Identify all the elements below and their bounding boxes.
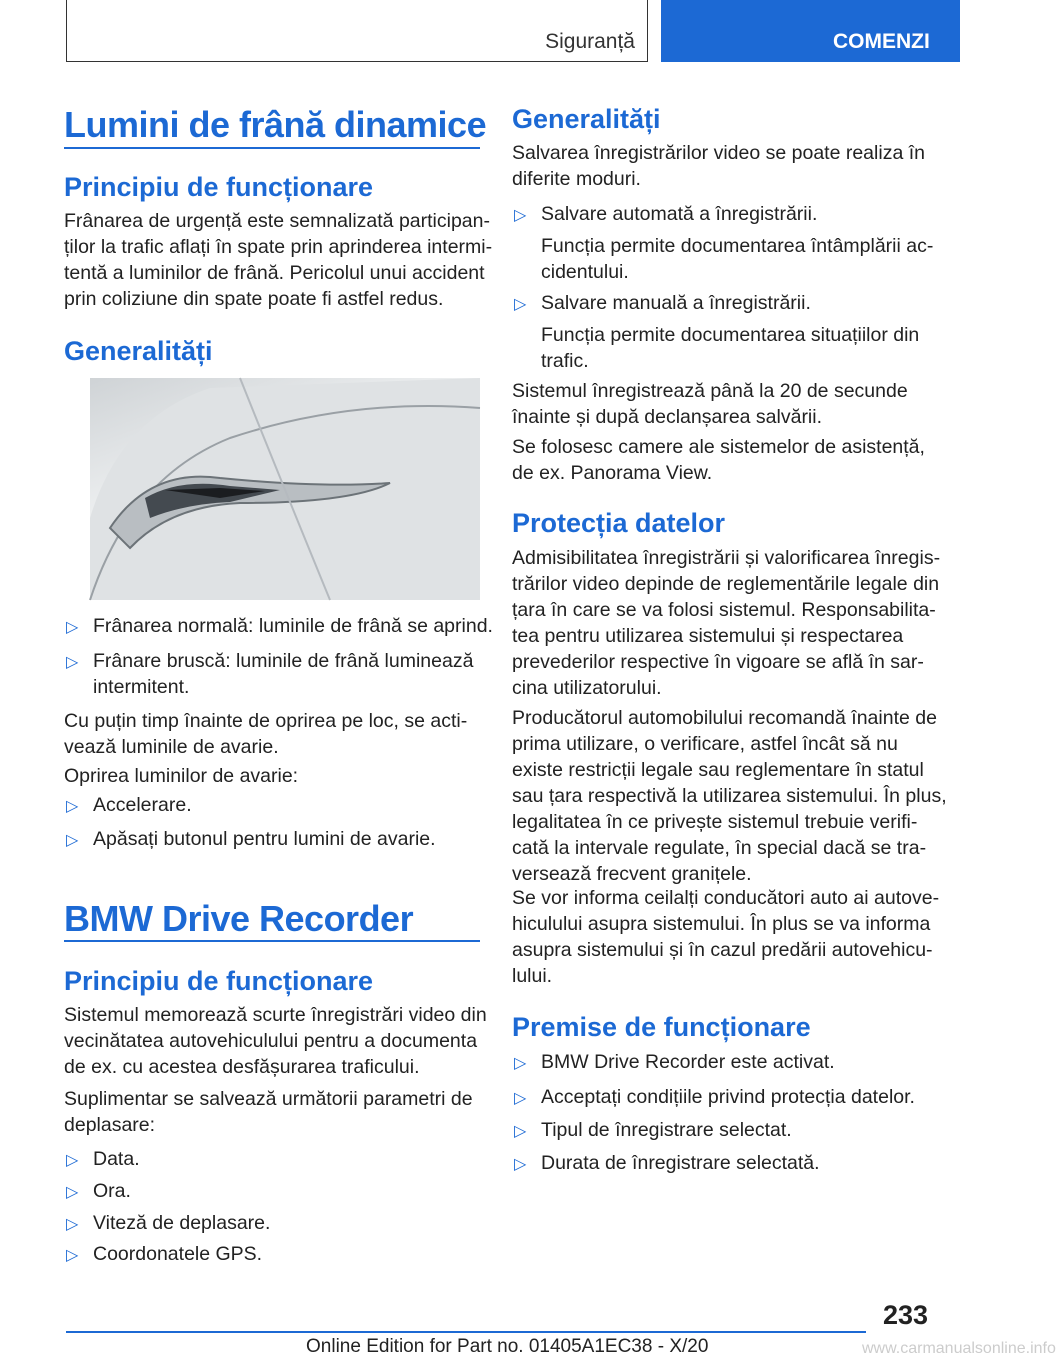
list-item: Frânarea normală: luminile de frână se aprind. [93, 615, 493, 637]
list-item: Data. [93, 1148, 140, 1170]
paragraph-hazard-off: Oprirea luminilor de avarie: [64, 765, 299, 787]
paragraph-duration: Sistemul înregistrează până la 20 de secunde înainte și după declanșarea salvării. [512, 380, 908, 428]
paragraph-hazard: Cu puțin timp înainte de oprirea pe loc, se acti- vează luminile de avarie. [64, 710, 468, 758]
list-item: Ora. [93, 1180, 131, 1202]
header-chapter-label: COMENZI [833, 30, 930, 53]
list-item: Salvare manuală a înregistrării. [541, 292, 811, 314]
paragraph-inform: Se vor informa ceilalți conducători auto ai autove- hiculului asupra sistemului. În plus se va informa asupra sistemului și în cazul predării autovehicu- lului. [512, 887, 940, 987]
paragraph-recorder: Sistemul memorează scurte înregistrări video din vecinătatea autovehiculului pentru a documenta de ex. cu acestea desfășurarea traficului. [64, 1004, 487, 1078]
footer-watermark: www.carmanualsonline.info [862, 1340, 1056, 1357]
tail-light-image [90, 378, 480, 600]
page-number: 233 [882, 1300, 928, 1330]
title-drive-recorder: BMW Drive Recorder [64, 898, 414, 939]
list-item: Durata de înregistrare selectată. [541, 1152, 820, 1174]
subtitle-principle: Principiu de funcționare [64, 172, 374, 202]
bullet-icon: ▷ [514, 1055, 527, 1072]
subtitle-general: Generalități [64, 336, 213, 366]
bullet-icon: ▷ [514, 1090, 527, 1107]
subtitle-prerequisites: Premise de funcționare [512, 1012, 811, 1042]
bullet-icon: ▷ [514, 207, 527, 224]
bullet-icon: ▷ [514, 1123, 527, 1140]
paragraph-brake: Frânarea de urgență este semnalizată participan- ților la trafic aflați în spate prin aprinderea intermi- tentă a luminilor de frână. Pericolul unui accident prin coliziune din spate poate fi astfel redus. [64, 210, 493, 310]
bullet-icon: ▷ [66, 1247, 79, 1264]
bullet-icon: ▷ [66, 1184, 79, 1201]
list-item: BMW Drive Recorder este activat. [541, 1051, 835, 1073]
list-item: Accelerare. [93, 794, 192, 816]
list-item-detail: Funcția permite documentarea întâmplării ac- cidentului. [541, 235, 934, 283]
subtitle-data-protection: Protecția datelor [512, 508, 726, 538]
paragraph-manufacturer: Producătorul automobilului recomandă înainte de prima utilizare, o verificare, astfel încât să nu existe restricții legale sau reglementare în statul sau țara respectivă la utilizarea sistemului. În plus, legalitatea în ce privește sistemul trebuie verifi- cată la intervale regulate, în special dacă se tra- versează frecvent granițele. [512, 707, 947, 885]
list-item: Salvare automată a înregistrării. [541, 203, 818, 225]
bullet-icon: ▷ [66, 832, 79, 849]
bullet-icon: ▷ [66, 654, 79, 671]
footer-rule [66, 1331, 866, 1333]
list-item: Viteză de deplasare. [93, 1212, 271, 1234]
bullet-icon: ▷ [514, 1156, 527, 1173]
paragraph-saving: Salvarea înregistrărilor video se poate realiza în diferite moduri. [512, 142, 925, 190]
bullet-icon: ▷ [514, 296, 527, 313]
subtitle-general-right: Generalități [512, 104, 661, 134]
bullet-icon: ▷ [66, 1152, 79, 1169]
subtitle-principle-recorder: Principiu de funcționare [64, 966, 374, 996]
header-chapter-tab[interactable] [661, 0, 960, 62]
bullet-icon: ▷ [66, 1216, 79, 1233]
header-section-tab [66, 0, 648, 62]
list-item: Tipul de înregistrare selectat. [541, 1119, 792, 1141]
title-dynamic-brake-lights: Lumini de frână dinamice [64, 104, 487, 145]
bullet-icon: ▷ [66, 619, 79, 636]
paragraph-admissibility: Admisibilitatea înregistrării și valorificarea înregis- trărilor video depinde de reglementările legale din țara în care se va folosi sistemul. Responsabilita- tea pentru utilizarea sistemului și respectarea prevederilor respective în vigoare se află în sar- cina utilizatorului. [512, 547, 941, 699]
list-item-detail: Funcția permite documentarea situațiilor din trafic. [541, 324, 920, 372]
list-item: Coordonatele GPS. [93, 1243, 263, 1265]
bullet-icon: ▷ [66, 798, 79, 815]
title-rule [64, 940, 480, 942]
list-item: Acceptați condițiile privind protecția datelor. [541, 1086, 915, 1108]
paragraph-cameras: Se folosesc camere ale sistemelor de asistență, de ex. Panorama View. [512, 436, 925, 484]
list-item: Frânare bruscă: luminile de frână luminează intermitent. [93, 650, 474, 698]
paragraph-parameters: Suplimentar se salvează următorii parametri de deplasare: [64, 1088, 473, 1136]
footer-edition: Online Edition for Part no. 01405A1EC38 - X/20 [306, 1336, 709, 1357]
list-item: Apăsați butonul pentru lumini de avarie. [93, 828, 436, 850]
header-section-label: Siguranță [545, 30, 635, 53]
title-rule [64, 147, 480, 149]
